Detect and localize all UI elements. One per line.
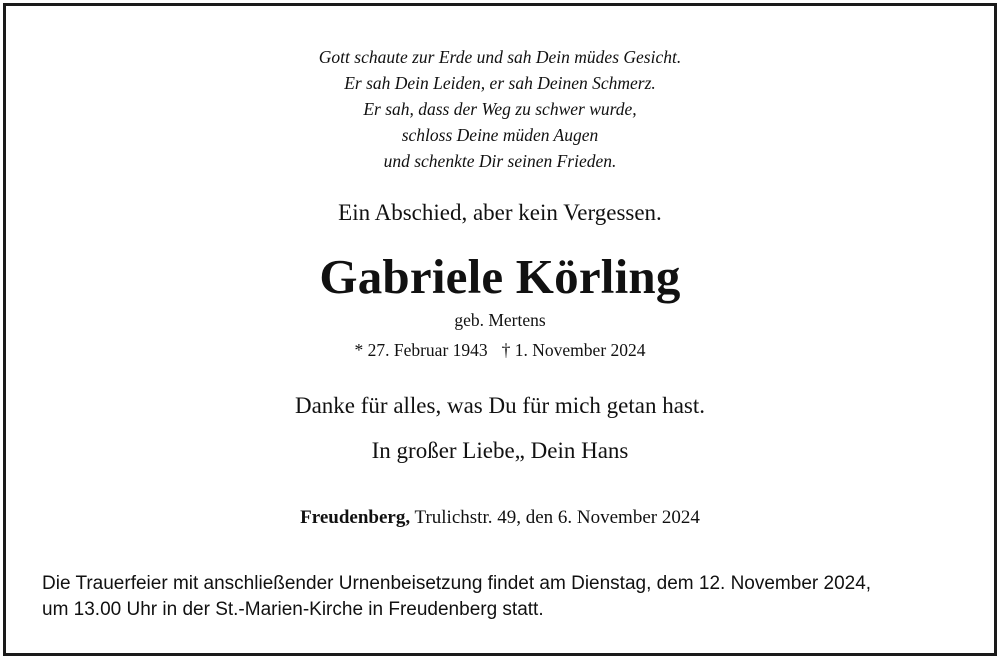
funeral-notice	[42, 571, 972, 623]
town: Freudenberg,	[300, 507, 411, 528]
signature: In großer Liebe„ Dein Hans	[371, 438, 629, 463]
poem	[6, 44, 994, 174]
notice-line: um 13.00 Uhr in der St.-Marien-Kirche in Freudenberg statt.	[42, 599, 544, 620]
poem-line: Er sah, dass der Weg zu schwer wurde,	[363, 99, 637, 119]
deceased-name: Gabriele Körling	[319, 249, 681, 304]
life-dates	[6, 339, 994, 361]
motto: Ein Abschied, aber kein Vergessen.	[338, 200, 662, 225]
place-and-date	[6, 506, 994, 530]
address-date: Trulichstr. 49, den 6. November 2024	[414, 507, 700, 528]
notice-line: Die Trauerfeier mit anschließender Urnenbeisetzung findet am Dienstag, dem 12. November 2024,	[42, 573, 872, 594]
obituary-frame	[3, 3, 997, 656]
birth-date: * 27. Februar 1943	[354, 340, 488, 360]
poem-line: schloss Deine müden Augen	[401, 125, 599, 145]
poem-line: Er sah Dein Leiden, er sah Deinen Schmerz.	[344, 73, 656, 93]
death-date: † 1. November 2024	[501, 340, 646, 360]
thanks-line: Danke für alles, was Du für mich getan hast.	[294, 393, 706, 418]
birth-name: geb. Mertens	[454, 310, 546, 330]
poem-line: Gott schaute zur Erde und sah Dein müdes Gesicht.	[318, 47, 682, 67]
poem-line: und schenkte Dir seinen Frieden.	[383, 151, 617, 171]
